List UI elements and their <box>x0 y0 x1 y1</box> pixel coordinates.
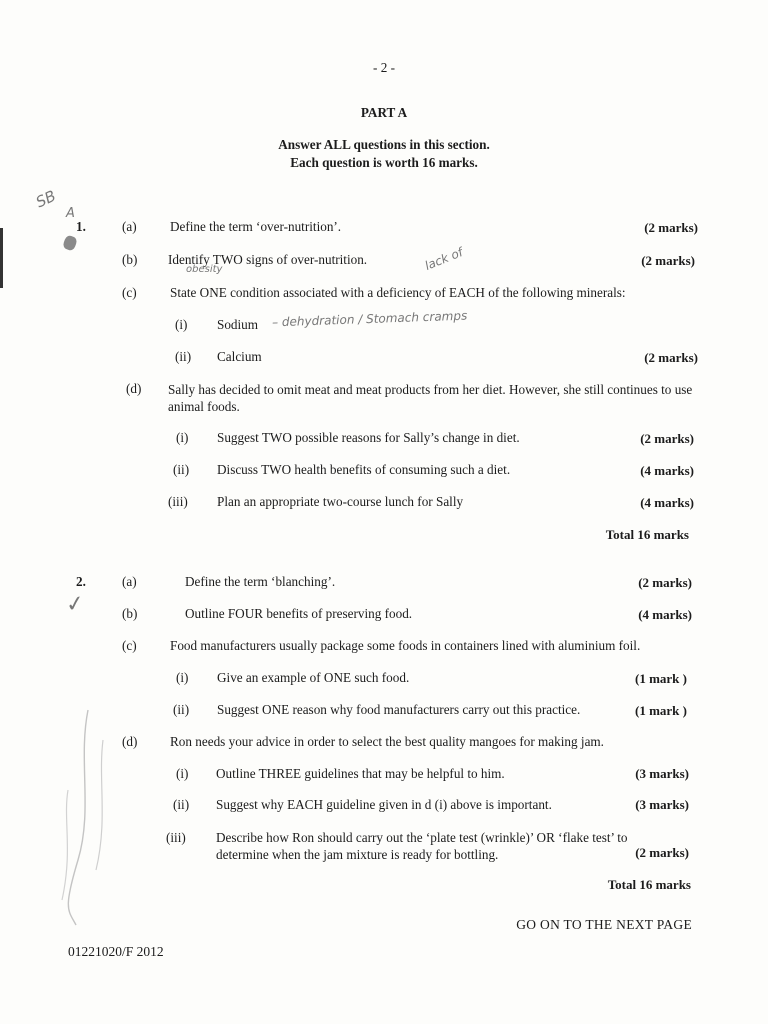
q1-d-i-label: (i) <box>176 430 189 445</box>
ink-smudge <box>62 234 78 251</box>
q1-d-iii-marks: (4 marks) <box>640 495 694 510</box>
q2-c-i-label: (i) <box>176 670 189 685</box>
q2-number: 2. <box>76 574 86 589</box>
q2-d-i-marks: (3 marks) <box>635 766 689 781</box>
handwritten-answer-sodium: – dehydration / Stomach cramps <box>271 308 468 330</box>
paper-code: 01221020/F 2012 <box>68 944 164 959</box>
q1-b-label: (b) <box>122 252 138 267</box>
q2-c-ii-label: (ii) <box>173 702 190 717</box>
q2-d-iii-line2: determine when the jam mixture is ready for bottling. <box>216 847 499 862</box>
q2-d-ii-label: (ii) <box>173 797 190 812</box>
next-page-notice: GO ON TO THE NEXT PAGE <box>516 917 692 932</box>
instruction-line-2: Each question is worth 16 marks. <box>290 155 478 170</box>
q1-c-ii-text: Calcium <box>217 349 262 364</box>
scan-edge-mark <box>0 228 3 288</box>
q2-d-iii-line1: Describe how Ron should carry out the ‘plate test (wrinkle)’ OR ‘flake test’ to <box>216 830 628 845</box>
q1-a-marks: (2 marks) <box>644 220 698 235</box>
q2-c-i-text: Give an example of ONE such food. <box>217 670 410 685</box>
q1-b-text: Identify TWO signs of over-nutrition. <box>168 252 368 267</box>
handwritten-answer-b: obesity <box>186 264 223 275</box>
q1-a-text: Define the term ‘over-nutrition’. <box>170 219 342 234</box>
q2-d-iii-label: (iii) <box>166 830 186 845</box>
q1-d-ii-text: Discuss TWO health benefits of consuming such a diet. <box>217 462 511 477</box>
q1-d-iii-label: (iii) <box>168 494 188 509</box>
q1-c-text: State ONE condition associated with a deficiency of EACH of the following minerals: <box>170 285 626 300</box>
q1-total: Total 16 marks <box>605 527 689 542</box>
q2-c-label: (c) <box>122 638 137 653</box>
q2-a-text: Define the term ‘blanching’. <box>185 574 336 589</box>
q2-c-ii-marks: (1 mark ) <box>635 703 687 718</box>
q2-d-text: Ron needs your advice in order to select the best quality mangoes for making jam. <box>170 734 604 749</box>
section-title: PART A <box>360 105 408 120</box>
margin-scribble <box>48 700 118 930</box>
page-number: - 2 - <box>373 60 395 75</box>
q2-d-i-text: Outline THREE guidelines that may be helpful to him. <box>216 766 505 781</box>
q2-c-ii-text: Suggest ONE reason why food manufacturers carry out this practice. <box>217 702 581 717</box>
q2-c-i-marks: (1 mark ) <box>635 671 687 686</box>
q1-d-i-text: Suggest TWO possible reasons for Sally’s change in diet. <box>217 430 520 445</box>
q2-a-marks: (2 marks) <box>638 575 692 590</box>
handwritten-tick-icon: ✓ <box>64 590 87 619</box>
handwritten-grade: A <box>66 206 75 221</box>
q1-number: 1. <box>76 219 86 234</box>
q2-b-marks: (4 marks) <box>638 607 692 622</box>
q1-c-ii-label: (ii) <box>175 349 192 364</box>
handwritten-note-b: lack of <box>422 245 465 273</box>
q2-d-ii-text: Suggest why EACH guideline given in d (i) above is important. <box>216 797 552 812</box>
q1-c-i-label: (i) <box>175 317 188 332</box>
q1-a-label: (a) <box>122 219 137 234</box>
q2-d-iii-marks: (2 marks) <box>635 845 689 860</box>
q2-a-label: (a) <box>122 574 137 589</box>
q2-c-text: Food manufacturers usually package some foods in containers lined with aluminium foil. <box>170 638 641 653</box>
q1-d-iii-text: Plan an appropriate two-course lunch for Sally <box>217 494 464 509</box>
q2-total: Total 16 marks <box>607 877 691 892</box>
q1-d-ii-marks: (4 marks) <box>640 463 694 478</box>
q1-c-i-text: Sodium <box>217 317 259 332</box>
q1-b-marks: (2 marks) <box>641 253 695 268</box>
q1-c-marks: (2 marks) <box>644 350 698 365</box>
q2-b-label: (b) <box>122 606 138 621</box>
handwritten-margin-note: SB <box>33 186 59 212</box>
q1-c-label: (c) <box>122 285 137 300</box>
q2-d-i-label: (i) <box>176 766 189 781</box>
q2-b-text: Outline FOUR benefits of preserving food. <box>185 606 413 621</box>
q1-d-i-marks: (2 marks) <box>640 431 694 446</box>
q2-d-label: (d) <box>122 734 138 749</box>
q1-d-label: (d) <box>126 381 142 396</box>
instruction-line-1: Answer ALL questions in this section. <box>278 137 490 152</box>
q1-d-text: Sally has decided to omit meat and meat products from her diet. However, she still continues to use animal foods. <box>168 382 693 414</box>
q1-d-ii-label: (ii) <box>173 462 190 477</box>
q2-d-ii-marks: (3 marks) <box>635 797 689 812</box>
